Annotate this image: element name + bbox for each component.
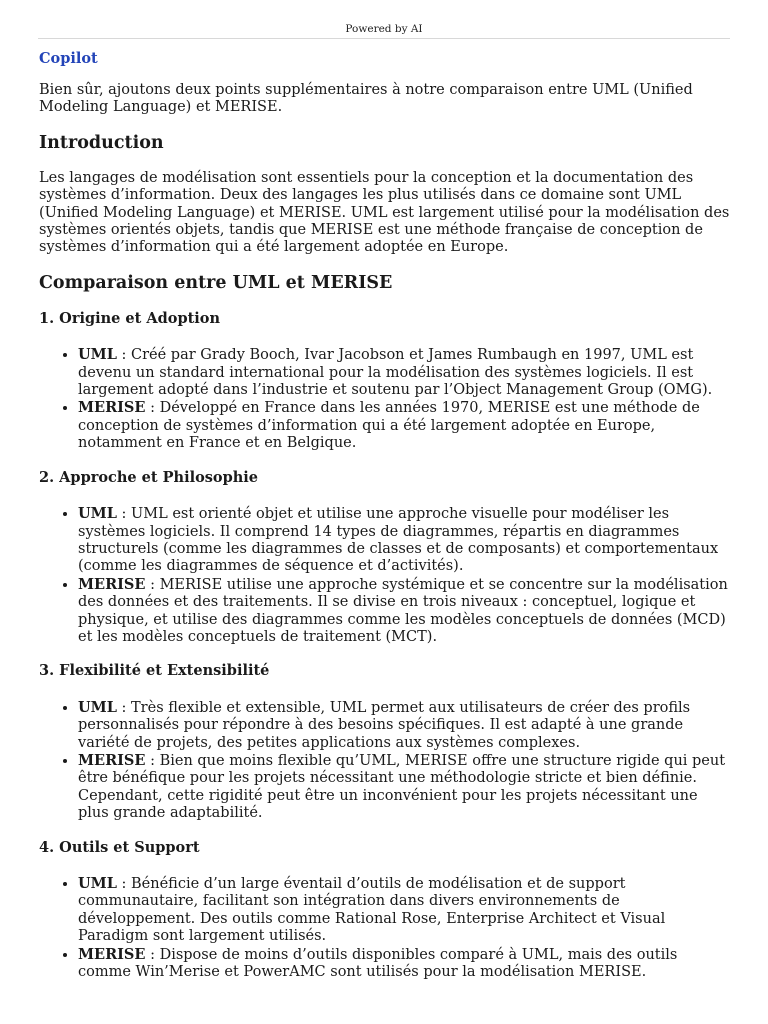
term: UML: [78, 346, 117, 364]
content: [39, 50, 731, 997]
term: MERISE: [78, 945, 146, 963]
item-text: : Dispose de moins d’outils disponibles comparé à UML, mais des outils comme Win’Merise et PowerAMC sont utilisés pour la modélisation MERISE.: [78, 946, 678, 981]
term: MERISE: [78, 751, 146, 769]
list-item: [78, 399, 731, 452]
introduction-text: Les langages de modélisation sont essentiels pour la conception et la documentation des systèmes d’information. Deux des langages les plus utilisés dans ce domaine sont UML (Unified Modeling Language) et MERISE. UML est largement utilisé pour la modélisation des systèmes orientés objets, tandis que MERISE est une méthode française de conception de systèmes d’information qui a été largement adoptée en Europe.: [39, 169, 730, 256]
term: MERISE: [78, 575, 146, 593]
section-title-flexibilite: 3. Flexibilité et Extensibilité: [39, 662, 270, 680]
item-text: : Très flexible et extensible, UML permet aux utilisateurs de créer des profils personnalisés pour répondre à des besoins spécifiques. Il est adapté à une grande variété de projets, des petites applications aux systèmes complexes.: [78, 699, 691, 751]
item-text: : Bien que moins flexible qu’UML, MERISE offre une structure rigide qui peut être bénéfique pour les projets nécessitant une méthodologie stricte et bien définie. Cependant, cette rigidité peut être un inconvénient pour les projets nécessitant une plus grande adaptabilité.: [78, 752, 726, 822]
item-text: : UML est orienté objet et utilise une approche visuelle pour modéliser les systèmes logiciels. Il comprend 14 types de diagrammes, répartis en diagrammes structurels (comme les diagrammes de classes et de composants) et comportementaux (comme les diagrammes de séquence et d’activités).: [78, 506, 719, 575]
list-item: [78, 576, 731, 647]
list-item: [78, 752, 731, 823]
author-name: Copilot: [39, 50, 98, 67]
section-list-flexibilite: [39, 699, 731, 823]
list-item: [78, 946, 731, 982]
section-title-approche: 2. Approche et Philosophie: [39, 468, 259, 486]
list-item: [78, 699, 731, 752]
term: UML: [78, 505, 117, 523]
section-list-approche: [39, 505, 731, 646]
term: UML: [78, 698, 117, 716]
term: MERISE: [78, 399, 146, 417]
term: UML: [78, 875, 117, 892]
section-title-origine: 1. Origine et Adoption: [39, 309, 221, 327]
list-item: [78, 875, 731, 946]
section-list-outils: [39, 875, 731, 981]
item-text: : Développé en France dans les années 1970, MERISE est une méthode de conception de systèmes d’information qui a été largement adoptée en Europe, notamment en France et en Belgique.: [78, 400, 700, 452]
item-text: : Bénéficie d’un large éventail d’outils de modélisation et de support communautaire, facilitant son intégration dans divers environnements de développement. Des outils comme Rational Rose, Enterprise Architect et Visual Paradigm sont largement utilisés.: [78, 876, 666, 945]
list-item: [78, 346, 731, 399]
intro-text: Bien sûr, ajoutons deux points supplémentaires à notre comparaison entre UML (Unified Modeling Language) et MERISE.: [39, 82, 693, 116]
comparison-heading: Comparaison entre UML et MERISE: [39, 272, 393, 293]
section-list-origine: [39, 346, 731, 452]
list-item: [78, 505, 731, 576]
page-header: Powered by AI: [38, 23, 730, 39]
section-title-outils: 4. Outils et Support: [39, 838, 200, 856]
item-text: : Créé par Grady Booch, Ivar Jacobson et James Rumbaugh en 1997, UML est devenu un standard international pour la modélisation des systèmes logiciels. Il est largement adopté dans l’industrie et soutenu par l’Object Management Group (OMG).: [78, 347, 713, 399]
item-text: : MERISE utilise une approche systémique et se concentre sur la modélisation des données et des traitements. Il se divise en trois niveaux : conceptuel, logique et physique, et utilise des diagrammes comme les modèles conceptuels de données (MCD) et les modèles conceptuels de traitement (MCT).: [78, 576, 728, 645]
introduction-heading: Introduction: [39, 132, 164, 153]
